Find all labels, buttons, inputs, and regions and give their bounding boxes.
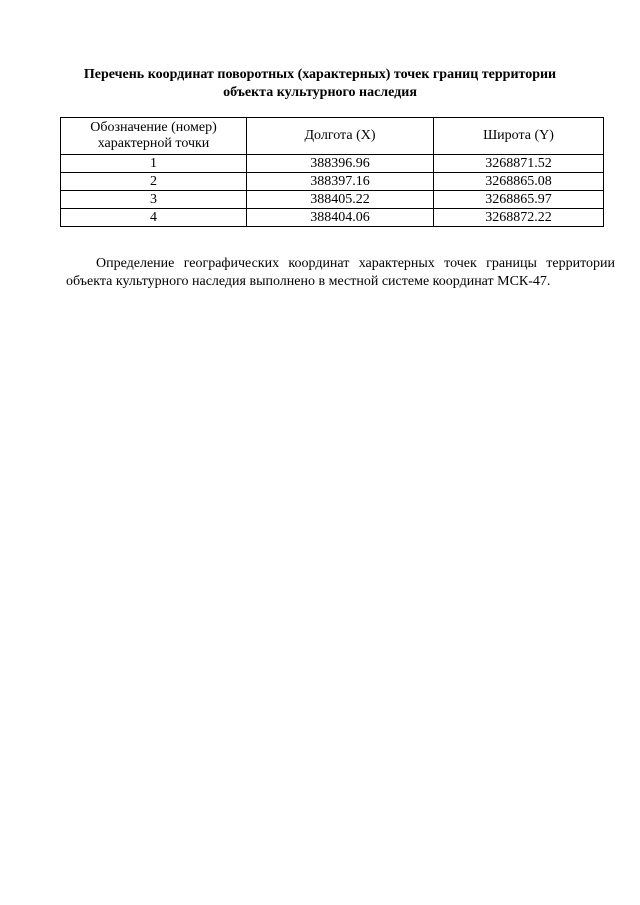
table-header-row [61,118,604,155]
header-longitude: Долгота (X) [247,118,434,155]
point-number-cell: 4 [61,209,247,227]
point-number-cell: 3 [61,191,247,209]
longitude-cell: 388396.96 [247,155,434,173]
table-row [61,155,604,173]
latitude-cell: 3268865.08 [434,173,604,191]
title-line-2: объекта культурного наследия [223,85,417,100]
latitude-cell: 3268865.97 [434,191,604,209]
longitude-cell: 388397.16 [247,173,434,191]
coordinates-table [60,117,604,227]
point-number-cell: 2 [61,173,247,191]
latitude-cell: 3268871.52 [434,155,604,173]
point-number-cell: 1 [61,155,247,173]
document-title [40,66,600,102]
table-row [61,191,604,209]
header-point-number: Обозначение (номер) характерной точки [61,118,247,155]
table-row [61,173,604,191]
longitude-cell: 388404.06 [247,209,434,227]
latitude-cell: 3268872.22 [434,209,604,227]
title-line-1: Перечень координат поворотных (характерных) точек границ территории [83,67,557,82]
header-latitude: Широта (Y) [434,118,604,155]
longitude-cell: 388405.22 [247,191,434,209]
coordinate-system-note: Определение географических координат характерных точек границы территории объекта культурного наследия выполнено в местной системе координат МСК-47. [66,256,615,289]
table-row [61,209,604,227]
